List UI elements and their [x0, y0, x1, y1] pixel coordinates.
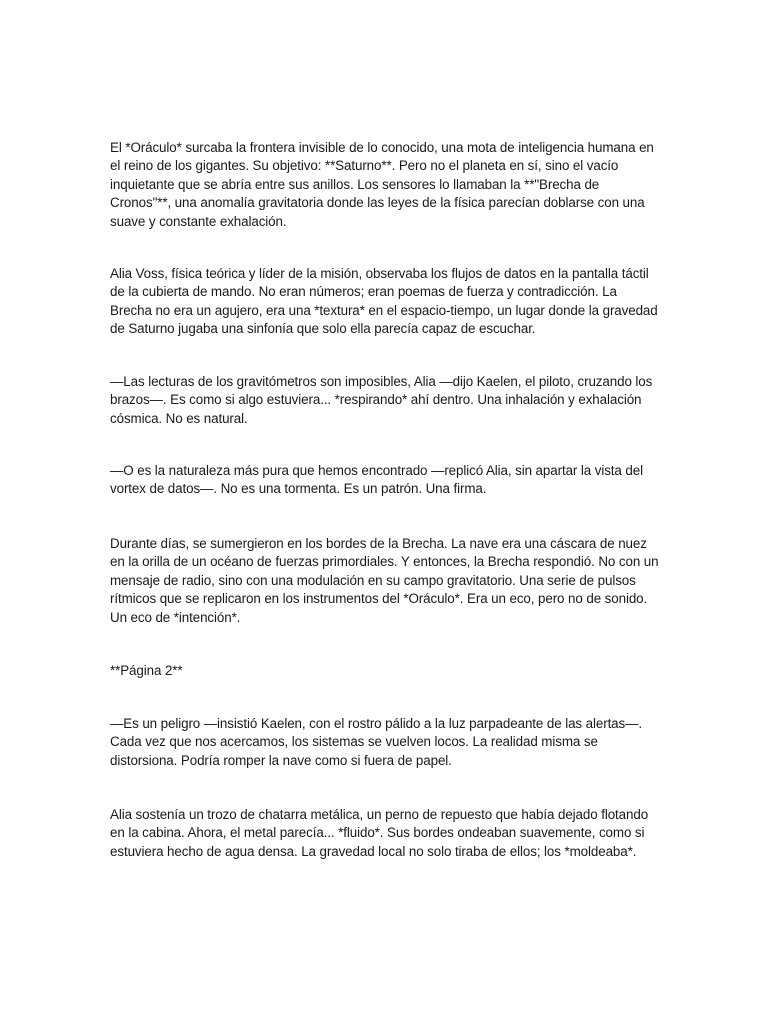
- paragraph-5: Durante días, se sumergieron en los bordes de la Brecha. La nave era una cáscara de nuez en la orilla de un océano de fuerzas primordiales. Y entonces, la Brecha respondió. No con un mensaje de radio, sino con una modulación en su campo gravitatorio. Una serie de pulsos rítmicos que se replicaron en los instrumentos del *Oráculo*. Era un eco, pero no de sonido. Un eco de *intención*.: [110, 536, 659, 625]
- paragraph-3: —Las lecturas de los gravitómetros son imposibles, Alia —dijo Kaelen, el piloto, cruzando los brazos—. Es como si algo estuviera... *respirando* ahí dentro. Una inhalación y exhalación cósmica. No es natural.: [110, 374, 653, 426]
- paragraph-2: Alia Voss, física teórica y líder de la misión, observaba los flujos de datos en la pantalla táctil de la cubierta de mando. No eran números; eran poemas de fuerza y contradicción. La Brecha no era un agujero, era una *textura* en el espacio-tiempo, un lugar donde la gravedad de Saturno jugaba una sinfonía que solo ella parecía capaz de escuchar.: [110, 266, 658, 337]
- paragraph-7: Alia sostenía un trozo de chatarra metálica, un perno de repuesto que había dejado flotando en la cabina. Ahora, el metal parecía... *fluido*. Sus bordes ondeaban suavemente, como si estuviera hecho de agua densa. La gravedad local no solo tiraba de ellos; los *moldeaba*.: [110, 807, 649, 859]
- paragraph-6: —Es un peligro —insistió Kaelen, con el rostro pálido a la luz parpadeante de las alertas—. Cada vez que nos acercamos, los sistemas se vuelven locos. La realidad misma se distorsiona. Podría romper la nave como si fuera de papel.: [110, 716, 643, 768]
- paragraph-1: El *Oráculo* surcaba la frontera invisible de lo conocido, una mota de inteligencia humana en el reino de los gigantes. Su objetivo: **Saturno**. Pero no el planeta en sí, sino el vacío inquietante que se abría entre sus anillos. Los sensores lo llamaban la **"Brecha de Cronos"**, una anomalía gravitatoria donde las leyes de la física parecían doblarse con una suave y constante exhalación.: [110, 140, 654, 229]
- paragraph-4: —O es la naturaleza más pura que hemos encontrado —replicó Alia, sin apartar la vista del vortex de datos—. No es una tormenta. Es un patrón. Una firma.: [110, 463, 643, 497]
- page-heading: **Página 2**: [110, 663, 183, 678]
